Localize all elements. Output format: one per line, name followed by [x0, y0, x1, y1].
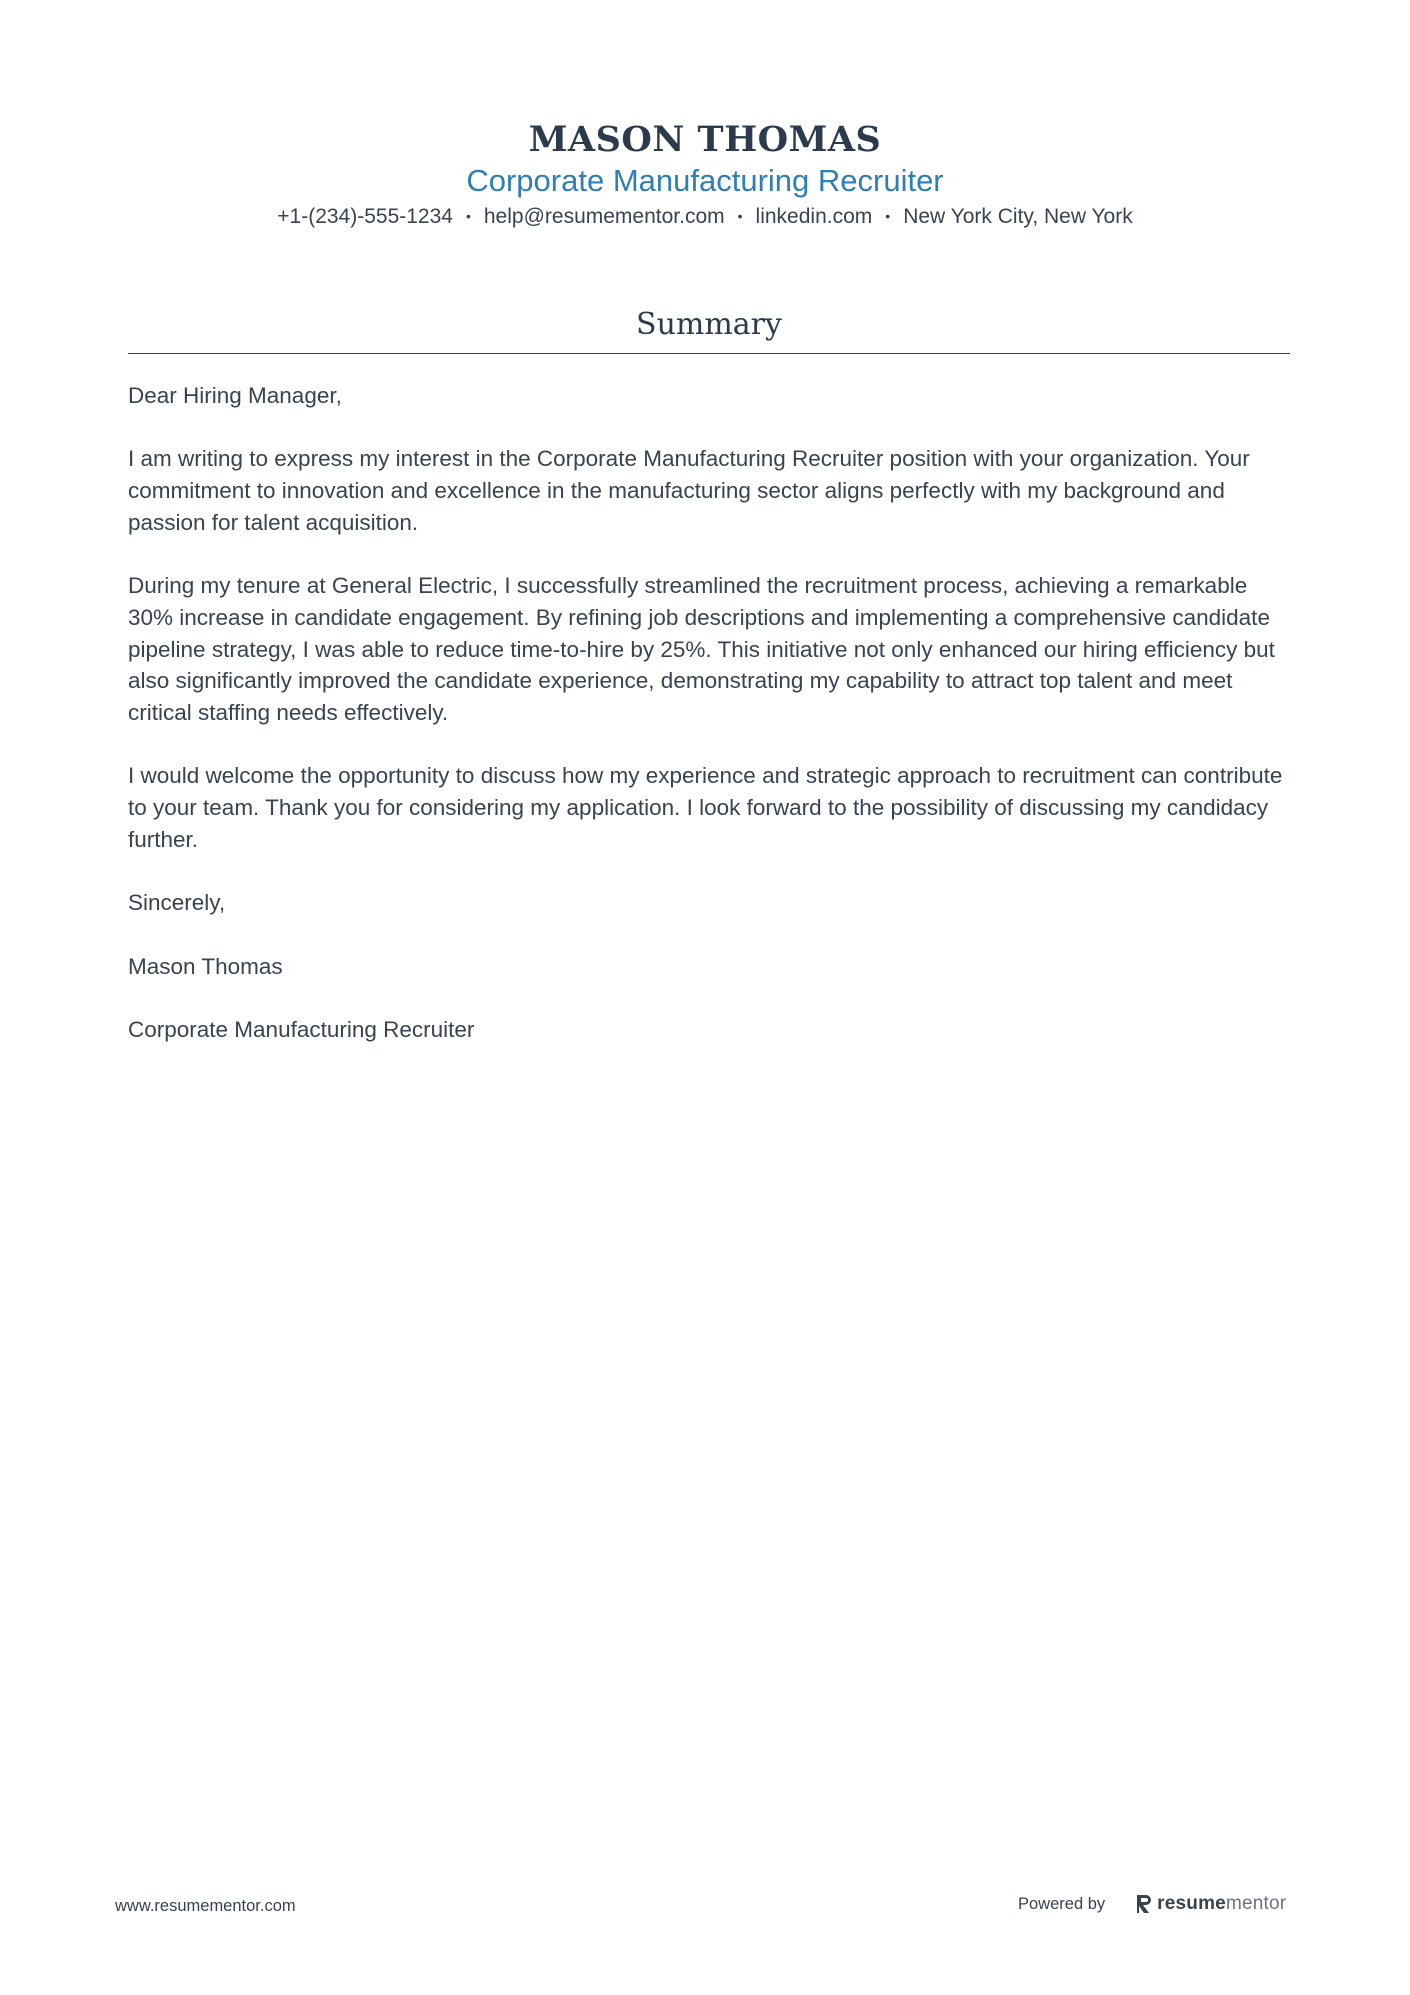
footer-branding — [1018, 1890, 1286, 1918]
contact-separator: • — [465, 208, 471, 224]
summary-heading: Summary — [636, 307, 782, 342]
logo-wordmark — [1157, 1893, 1286, 1915]
contact-phone: +1-(234)-555-1234 — [277, 205, 453, 228]
signature-name: Mason Thomas — [128, 953, 283, 979]
resumementor-logo-icon — [1135, 1893, 1153, 1915]
candidate-name: MASON THOMAS — [528, 119, 882, 160]
powered-by-label: Powered by — [1018, 1894, 1106, 1913]
letter-body — [128, 380, 1293, 1077]
contact-line — [0, 201, 1410, 232]
logo-wordmark-light: mentor — [1225, 1893, 1287, 1914]
sign-off: Sincerely, — [128, 890, 226, 916]
paragraph-closing: I would welcome the opportunity to discuss how my experience and strategic approach to recruitment can contribute to your team. Thank you for considering my application. I look forward to the possibility of discussing my candidacy further. — [128, 763, 1283, 852]
resumementor-logo[interactable] — [1135, 1893, 1286, 1915]
footer-website-link[interactable]: www.resumementor.com — [115, 1897, 296, 1915]
contact-email[interactable]: help@resumementor.com — [483, 205, 725, 228]
contact-linkedin[interactable]: linkedin.com — [755, 205, 873, 228]
paragraph-intro: I am writing to express my interest in the Corporate Manufacturing Recruiter position with your organization. Your commitment to innovation and excellence in the manufacturing sector aligns perfectly with my background and passion for talent acquisition. — [128, 446, 1250, 535]
header — [0, 118, 1410, 232]
candidate-title: Corporate Manufacturing Recruiter — [466, 163, 944, 198]
salutation: Dear Hiring Manager, — [128, 383, 342, 408]
contact-separator: • — [885, 208, 891, 224]
signature-title: Corporate Manufacturing Recruiter — [128, 1016, 475, 1042]
logo-wordmark-bold: resume — [1157, 1893, 1226, 1914]
section-divider — [128, 353, 1290, 354]
contact-separator: • — [737, 208, 743, 224]
contact-location: New York City, New York — [903, 205, 1133, 228]
paragraph-experience: During my tenure at General Electric, I successfully streamlined the recruitment process, achieving a remarkable 30% increase in candidate engagement. By refining job descriptions and implementing a comprehensive candidate pipeline strategy, I was able to reduce time-to-hire by 25%. This initiative not only enhanced our hiring efficiency but also significantly improved the candidate experience, demonstrating my capability to attract top talent and meet critical staffing needs effectively. — [128, 573, 1275, 725]
